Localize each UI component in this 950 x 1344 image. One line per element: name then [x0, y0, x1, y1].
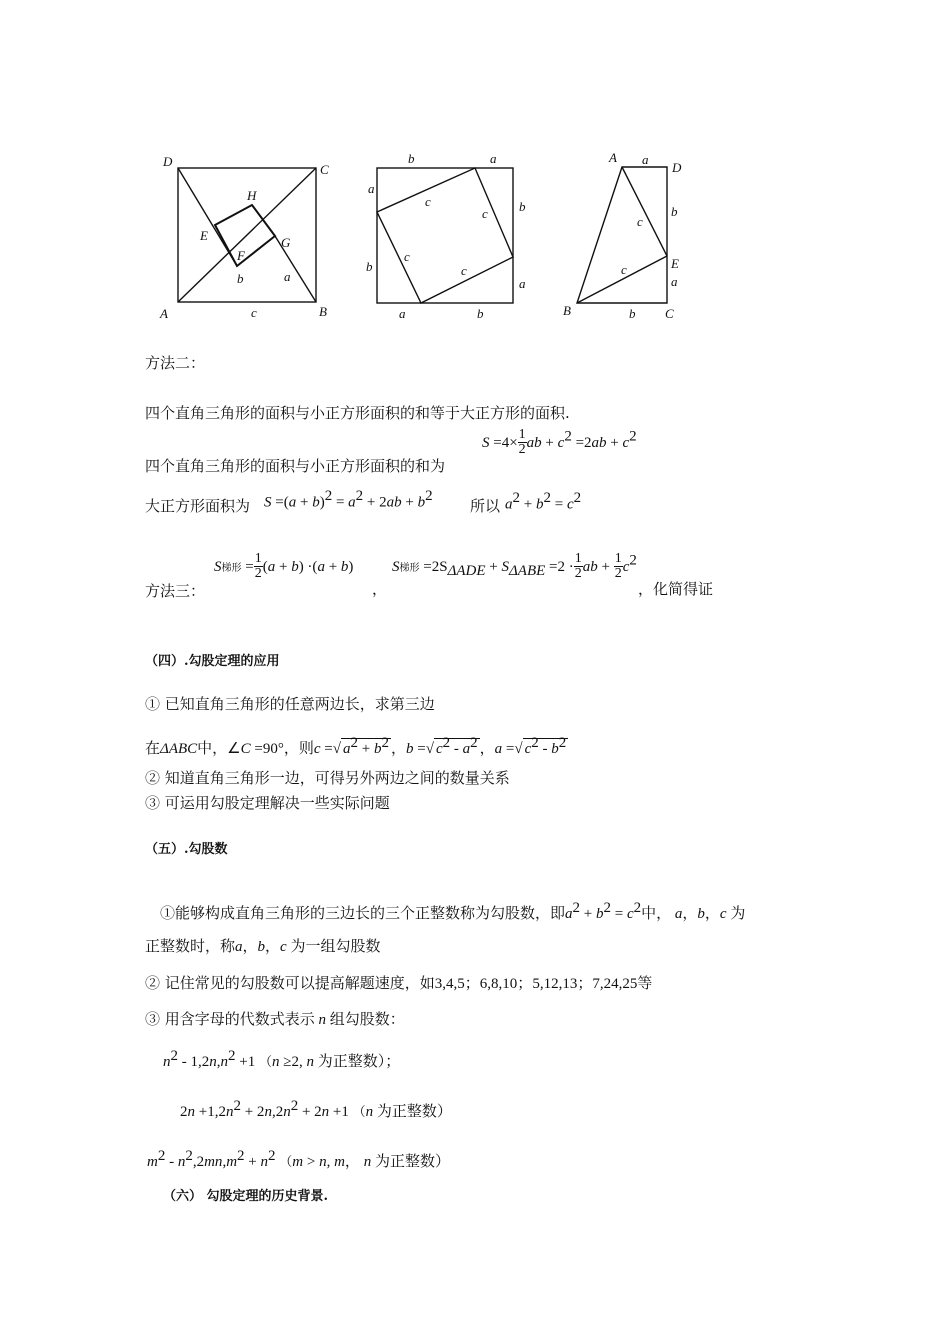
section-4-item-1: ① 已知直角三角形的任意两边长，求第三边	[145, 695, 435, 713]
label-A: A	[160, 306, 168, 321]
section-5-title: （五）.勾股数	[145, 842, 228, 857]
label-bottom-b: b	[477, 306, 484, 321]
section-5-item-3: ③ 用含字母的代数式表示 n 组勾股数：	[145, 1010, 405, 1028]
section-4-formula-line: 在ΔABC中，∠C =90°，则c =√ $a^2 + b^2$ ，b =√ $c^2 - a^2$ ，a =√ $c^2 - b^2$	[145, 735, 567, 757]
section-5-formula-2: $2n +1,2n^2 + 2n,2n^2 + 2n +1$ （n 为正整数）	[180, 1098, 452, 1120]
label-b: b	[237, 271, 244, 286]
method-2-line-2: 四个直角三角形的面积与小正方形面积的和为	[145, 457, 446, 475]
label-c-1: c	[425, 194, 431, 209]
label-B: B	[319, 304, 327, 319]
label-D: D	[672, 160, 682, 175]
method-3-formula-trapezoid: S梯形 = $\frac{1}{2}$ (a + b) ·(a + b)	[214, 551, 354, 581]
figure-1-square-diagram	[155, 150, 345, 325]
label-A: A	[609, 150, 617, 165]
label-bottom-a: a	[399, 306, 406, 321]
label-c-2: c	[482, 206, 488, 221]
section-5-item-2: ② 记住常见的勾股数可以提高解题速度，如3,4,5；6,8,10；5,12,13；7,24,25等	[145, 974, 653, 992]
label-left-a: a	[368, 181, 375, 196]
label-top-b: b	[408, 151, 415, 166]
label-C: C	[320, 162, 329, 177]
method-3-ending: ，化简得证	[638, 580, 714, 598]
label-a: a	[284, 269, 291, 284]
label-top-a: a	[490, 151, 497, 166]
method-2-formula-big-square: $S =(a + b)^2 = a^2 + 2ab + b^2$	[264, 488, 433, 511]
label-right-a: a	[519, 276, 526, 291]
label-c-4: c	[461, 263, 467, 278]
label-B: B	[563, 303, 571, 318]
method-2-line-1: 四个直角三角形的面积与小正方形面积的和等于大正方形的面积.	[145, 404, 570, 422]
label-E: E	[671, 256, 679, 271]
label-E: E	[200, 228, 208, 243]
method-2-formula-sum: S =4× $\frac{1}{2}$ ab + $c^2 =2ab + c^2$	[482, 427, 637, 457]
label-H: H	[247, 188, 257, 203]
method-2-formula-conclusion: $a^2 + b^2 = c^2$	[505, 490, 582, 513]
label-c-lower: c	[621, 262, 627, 277]
label-a-top: a	[642, 152, 649, 167]
label-c: c	[251, 305, 257, 320]
section-5-formula-1: $n^2 - 1,2n,n^2 +1$ （n ≥2, n 为正整数）；	[163, 1048, 401, 1070]
label-b-right: b	[671, 204, 678, 219]
figure-3-trapezoid-diagram	[555, 148, 695, 328]
label-right-b: b	[519, 199, 526, 214]
label-F: F	[237, 248, 245, 263]
label-a-right: a	[671, 274, 678, 289]
section-5-item-1-line-1: ①能够构成直角三角形的三边长的三个正整数称为勾股数，即$a^2 + b^2 = c^2$中， a，b，c 为	[160, 900, 746, 922]
label-b-bottom: b	[629, 306, 636, 321]
method-3-title: 方法三：	[145, 582, 206, 600]
section-5-item-1-line-2: 正整数时，称a，b，c 为一组勾股数	[145, 937, 381, 955]
label-c-upper: c	[637, 214, 643, 229]
method-2-title: 方法二：	[145, 354, 206, 372]
section-6-title: （六） 勾股定理的历史背景.	[163, 1189, 329, 1204]
label-c-3: c	[404, 249, 410, 264]
method-3-formula-area-sum: S梯形 $=2S_{\Delta ADE} + S_{\Delta ABE} =2$ · $\frac{1}{2}$ ab + $\frac{1}{2}$ $c^2$	[392, 551, 637, 581]
label-D: D	[163, 154, 173, 169]
method-2-line-3: 大正方形面积为	[145, 497, 251, 515]
section-4-title: （四）.勾股定理的应用	[145, 654, 280, 669]
figure-2-rotated-square-diagram	[360, 148, 540, 328]
method-2-therefore: 所以	[470, 497, 501, 515]
section-4-item-3: ③ 可运用勾股定理解决一些实际问题	[145, 794, 390, 812]
section-4-item-2: ② 知道直角三角形一边，可得另外两边之间的数量关系	[145, 769, 510, 787]
section-5-formula-3: $m^2 - n^2,2mn,m^2 + n^2$ （m > n, m， n 为正整数）	[147, 1148, 450, 1170]
label-left-b: b	[366, 259, 373, 274]
label-C: C	[665, 306, 674, 321]
label-G: G	[281, 235, 291, 250]
